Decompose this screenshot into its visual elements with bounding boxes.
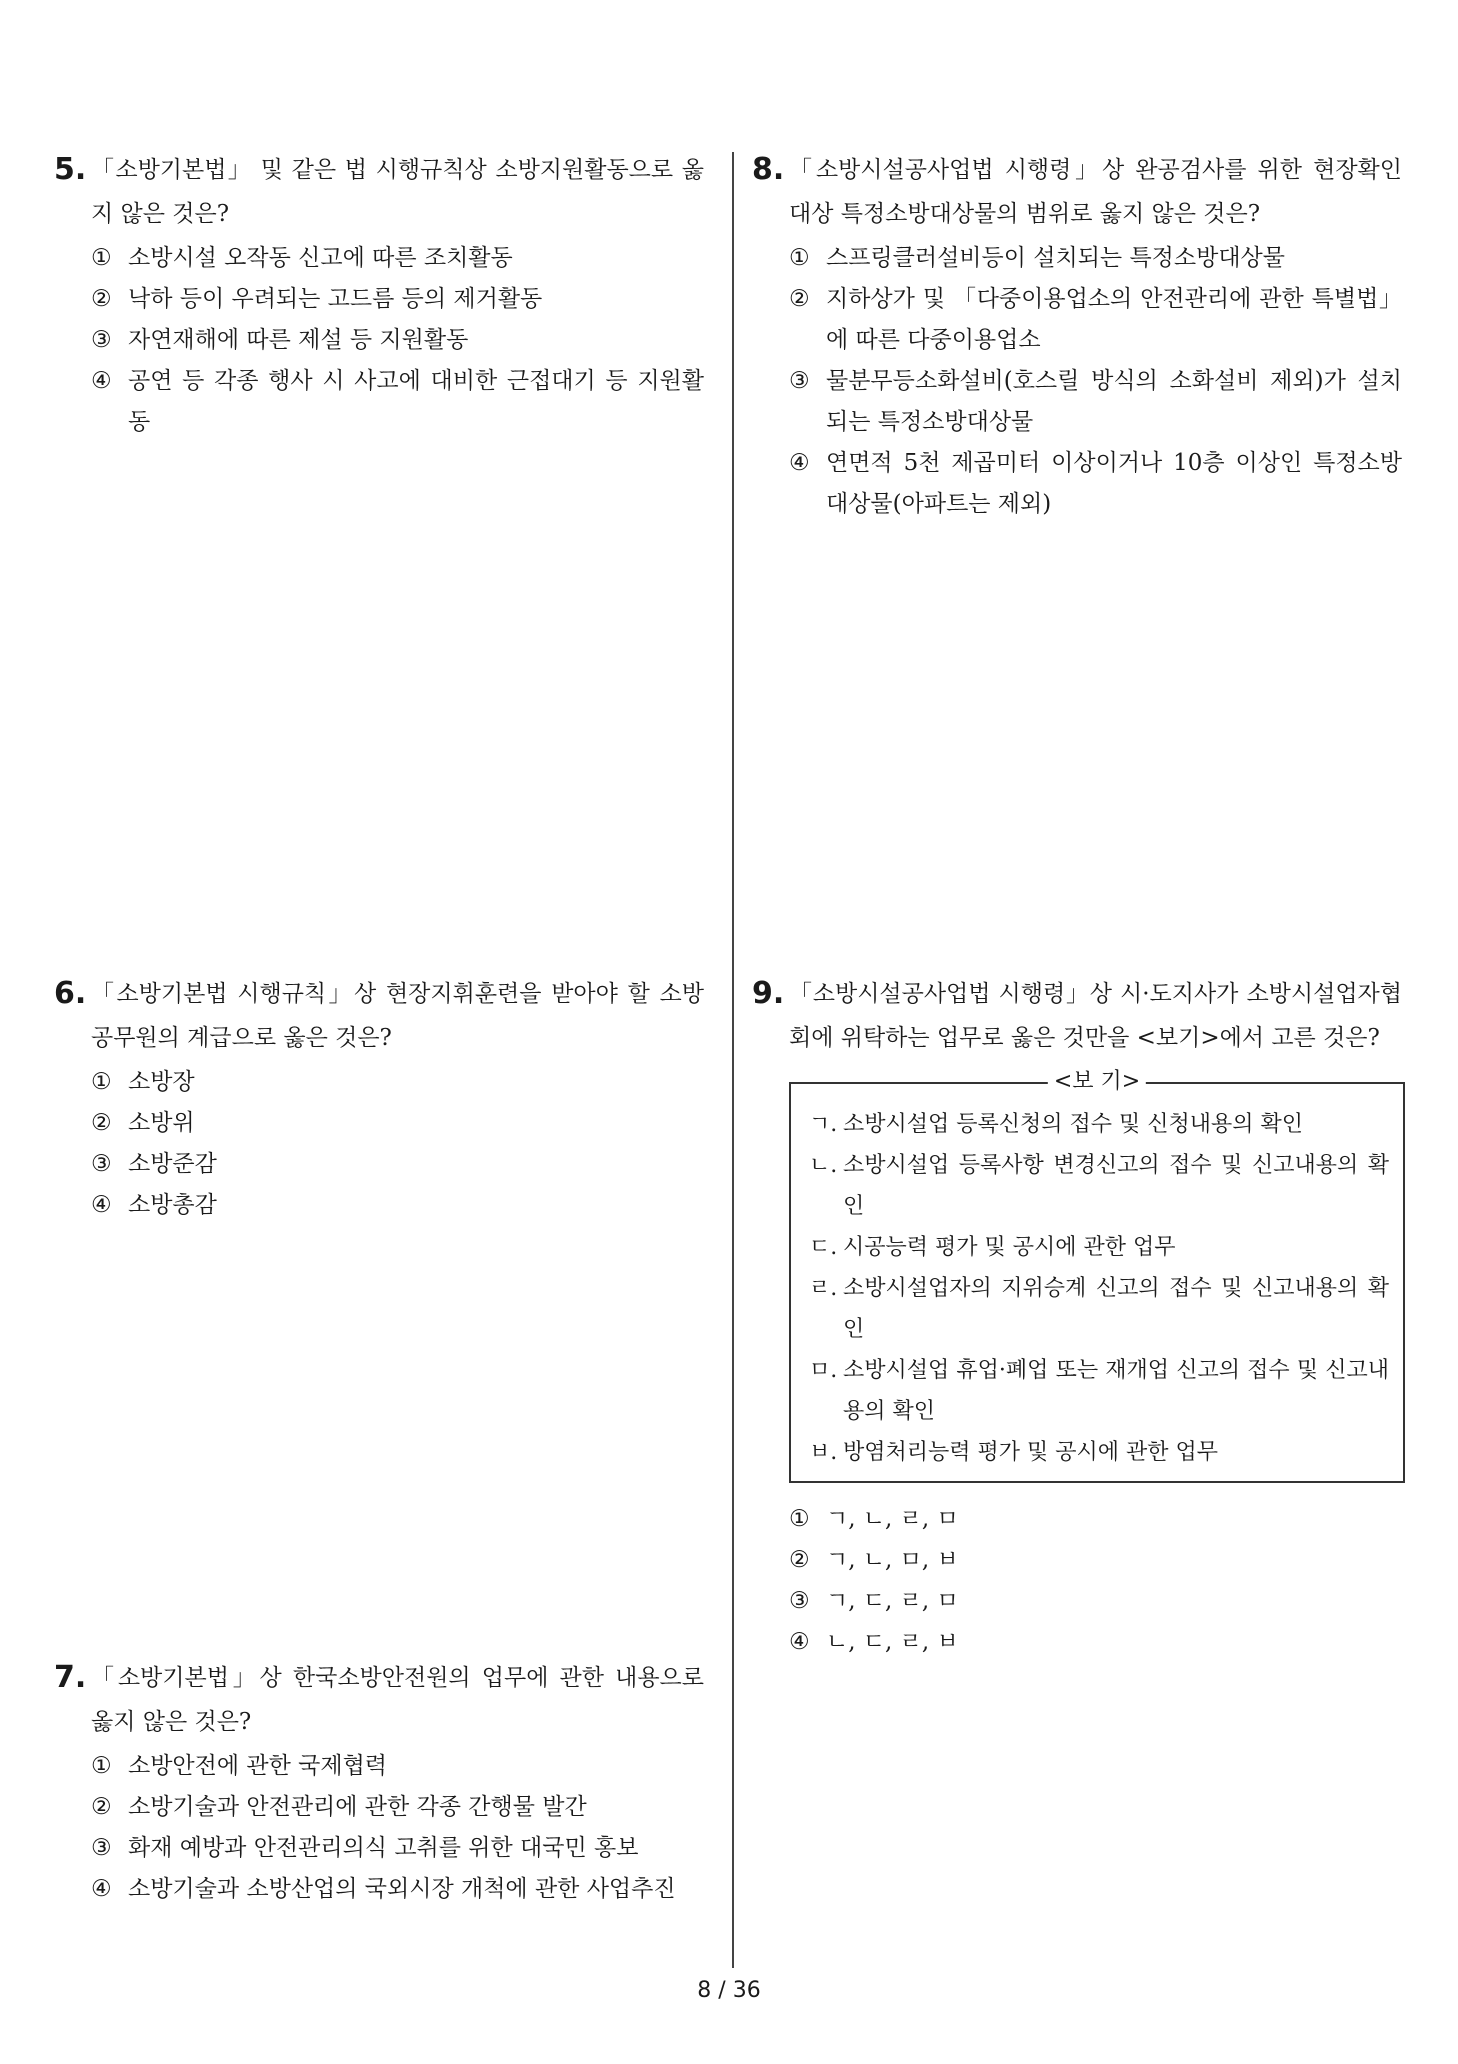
question-number: 9. <box>752 976 785 1011</box>
answer-option[interactable] <box>762 1540 1402 1581</box>
option-marker: ④ <box>789 450 810 476</box>
option-marker: ① <box>789 245 810 271</box>
example-marker: ㄴ. <box>809 1153 838 1178</box>
option-text: 자연재해에 따른 제설 등 지원활동 <box>128 327 469 353</box>
answer-option[interactable] <box>64 1828 704 1869</box>
question-text: 「소방기본법」상 한국소방안전원의 업무에 관한 내용으로 옳지 않은 것은? <box>91 1665 704 1735</box>
option-marker: ④ <box>789 1629 810 1655</box>
example-box-title: <보 기> <box>1048 1069 1146 1095</box>
answer-options <box>64 1746 704 1910</box>
question-number: 8. <box>752 152 785 187</box>
example-marker: ㅁ. <box>809 1358 838 1383</box>
option-marker: ③ <box>789 1588 810 1614</box>
option-text: ㄱ, ㄴ, ㅁ, ㅂ <box>826 1547 959 1573</box>
option-marker: ① <box>91 1069 112 1095</box>
option-text: 소방안전에 관한 국제협력 <box>128 1753 388 1779</box>
answer-options <box>64 1062 704 1226</box>
option-marker: ② <box>789 1547 810 1573</box>
example-box <box>789 1069 1405 1483</box>
example-text: 소방시설업자의 지위승계 신고의 접수 및 신고내용의 확인 <box>843 1276 1389 1342</box>
example-text: 방염처리능력 평가 및 공시에 관한 업무 <box>843 1440 1218 1465</box>
option-marker: ③ <box>91 327 112 353</box>
answer-option[interactable] <box>64 320 704 361</box>
example-text: 시공능력 평가 및 공시에 관한 업무 <box>843 1235 1176 1260</box>
option-text: 소방기술과 소방산업의 국외시장 개척에 관한 사업추진 <box>128 1876 676 1902</box>
question-stem <box>752 148 1402 236</box>
option-text: 지하상가 및 「다중이용업소의 안전관리에 관한 특별법」에 따른 다중이용업소 <box>826 286 1402 353</box>
answer-option[interactable] <box>64 238 704 279</box>
option-text: 소방기술과 안전관리에 관한 각종 간행물 발간 <box>128 1794 587 1820</box>
option-marker: ① <box>91 245 112 271</box>
example-marker: ㄷ. <box>809 1235 838 1260</box>
answer-option[interactable] <box>762 443 1402 525</box>
option-text: 소방장 <box>128 1069 195 1095</box>
option-marker: ① <box>789 1506 810 1532</box>
example-item <box>809 1268 1389 1350</box>
answer-option[interactable] <box>64 1185 704 1226</box>
example-text: 소방시설업 등록신청의 접수 및 신청내용의 확인 <box>843 1112 1304 1137</box>
question-6 <box>54 972 704 1226</box>
question-text: 「소방기본법 시행규칙」상 현장지휘훈련을 받아야 할 소방공무원의 계급으로 옳은 것은? <box>91 981 704 1051</box>
option-marker: ④ <box>91 1876 112 1902</box>
question-stem <box>54 972 704 1060</box>
question-text: 「소방시설공사업법 시행령」상 시·도지사가 소방시설업자협회에 위탁하는 업무로 옳은 것만을 <보기>에서 고른 것은? <box>789 981 1402 1051</box>
example-item <box>809 1227 1389 1268</box>
answer-option[interactable] <box>64 361 704 443</box>
example-text: 소방시설업 등록사항 변경신고의 접수 및 신고내용의 확인 <box>843 1153 1389 1219</box>
example-marker: ㄱ. <box>809 1112 838 1137</box>
option-text: 화재 예방과 안전관리의식 고취를 위한 대국민 홍보 <box>128 1835 639 1861</box>
question-text: 「소방시설공사업법 시행령」상 완공검사를 위한 현장확인 대상 특정소방대상물의 범위로 옳지 않은 것은? <box>789 157 1402 227</box>
example-item <box>809 1145 1389 1227</box>
answer-option[interactable] <box>762 1622 1402 1663</box>
option-text: ㄴ, ㄷ, ㄹ, ㅂ <box>826 1629 959 1655</box>
option-text: 낙하 등이 우려되는 고드름 등의 제거활동 <box>128 286 543 312</box>
option-text: 소방총감 <box>128 1192 217 1218</box>
example-marker: ㄹ. <box>809 1276 838 1301</box>
question-stem <box>54 148 704 236</box>
option-text: ㄱ, ㄷ, ㄹ, ㅁ <box>826 1588 959 1614</box>
option-marker: ② <box>91 286 112 312</box>
option-text: 스프링클러설비등이 설치되는 특정소방대상물 <box>826 245 1285 271</box>
option-marker: ③ <box>91 1151 112 1177</box>
question-9 <box>752 972 1402 1663</box>
question-number: 6. <box>54 976 87 1011</box>
answer-option[interactable] <box>762 238 1402 279</box>
answer-option[interactable] <box>762 361 1402 443</box>
answer-options <box>762 1499 1402 1663</box>
option-marker: ④ <box>91 1192 112 1218</box>
question-number: 5. <box>54 152 87 187</box>
column-divider <box>732 152 734 1968</box>
option-text: 공연 등 각종 행사 시 사고에 대비한 근접대기 등 지원활동 <box>128 368 704 435</box>
option-text: 물분무등소화설비(호스릴 방식의 소화설비 제외)가 설치되는 특정소방대상물 <box>826 368 1402 435</box>
option-marker: ② <box>789 286 810 312</box>
page-number: 8 / 36 <box>697 1978 761 2003</box>
option-marker: ① <box>91 1753 112 1779</box>
option-text: 연면적 5천 제곱미터 이상이거나 10층 이상인 특정소방대상물(아파트는 제외) <box>826 450 1402 517</box>
answer-option[interactable] <box>64 1062 704 1103</box>
option-text: 소방위 <box>128 1110 195 1136</box>
example-marker: ㅂ. <box>809 1440 838 1465</box>
option-marker: ④ <box>91 368 112 394</box>
option-text: 소방준감 <box>128 1151 217 1177</box>
question-7 <box>54 1656 704 1910</box>
answer-option[interactable] <box>64 1869 704 1910</box>
question-stem <box>752 972 1402 1060</box>
answer-option[interactable] <box>762 1581 1402 1622</box>
answer-option[interactable] <box>64 1746 704 1787</box>
option-marker: ② <box>91 1110 112 1136</box>
example-item <box>809 1350 1389 1432</box>
option-text: ㄱ, ㄴ, ㄹ, ㅁ <box>826 1506 959 1532</box>
answer-option[interactable] <box>64 279 704 320</box>
option-text: 소방시설 오작동 신고에 따른 조치활동 <box>128 245 513 271</box>
option-marker: ② <box>91 1794 112 1820</box>
answer-option[interactable] <box>64 1103 704 1144</box>
option-marker: ③ <box>789 368 810 394</box>
example-item <box>809 1432 1389 1473</box>
question-5 <box>54 148 704 443</box>
answer-option[interactable] <box>64 1144 704 1185</box>
answer-options <box>64 238 704 443</box>
question-text: 「소방기본법」 및 같은 법 시행규칙상 소방지원활동으로 옳지 않은 것은? <box>91 157 704 227</box>
answer-option[interactable] <box>64 1787 704 1828</box>
example-text: 소방시설업 휴업·폐업 또는 재개업 신고의 접수 및 신고내용의 확인 <box>843 1358 1389 1424</box>
question-8 <box>752 148 1402 525</box>
question-stem <box>54 1656 704 1744</box>
question-number: 7. <box>54 1660 87 1695</box>
example-item <box>809 1104 1389 1145</box>
option-marker: ③ <box>91 1835 112 1861</box>
answer-option[interactable] <box>762 1499 1402 1540</box>
answer-options <box>762 238 1402 525</box>
answer-option[interactable] <box>762 279 1402 361</box>
